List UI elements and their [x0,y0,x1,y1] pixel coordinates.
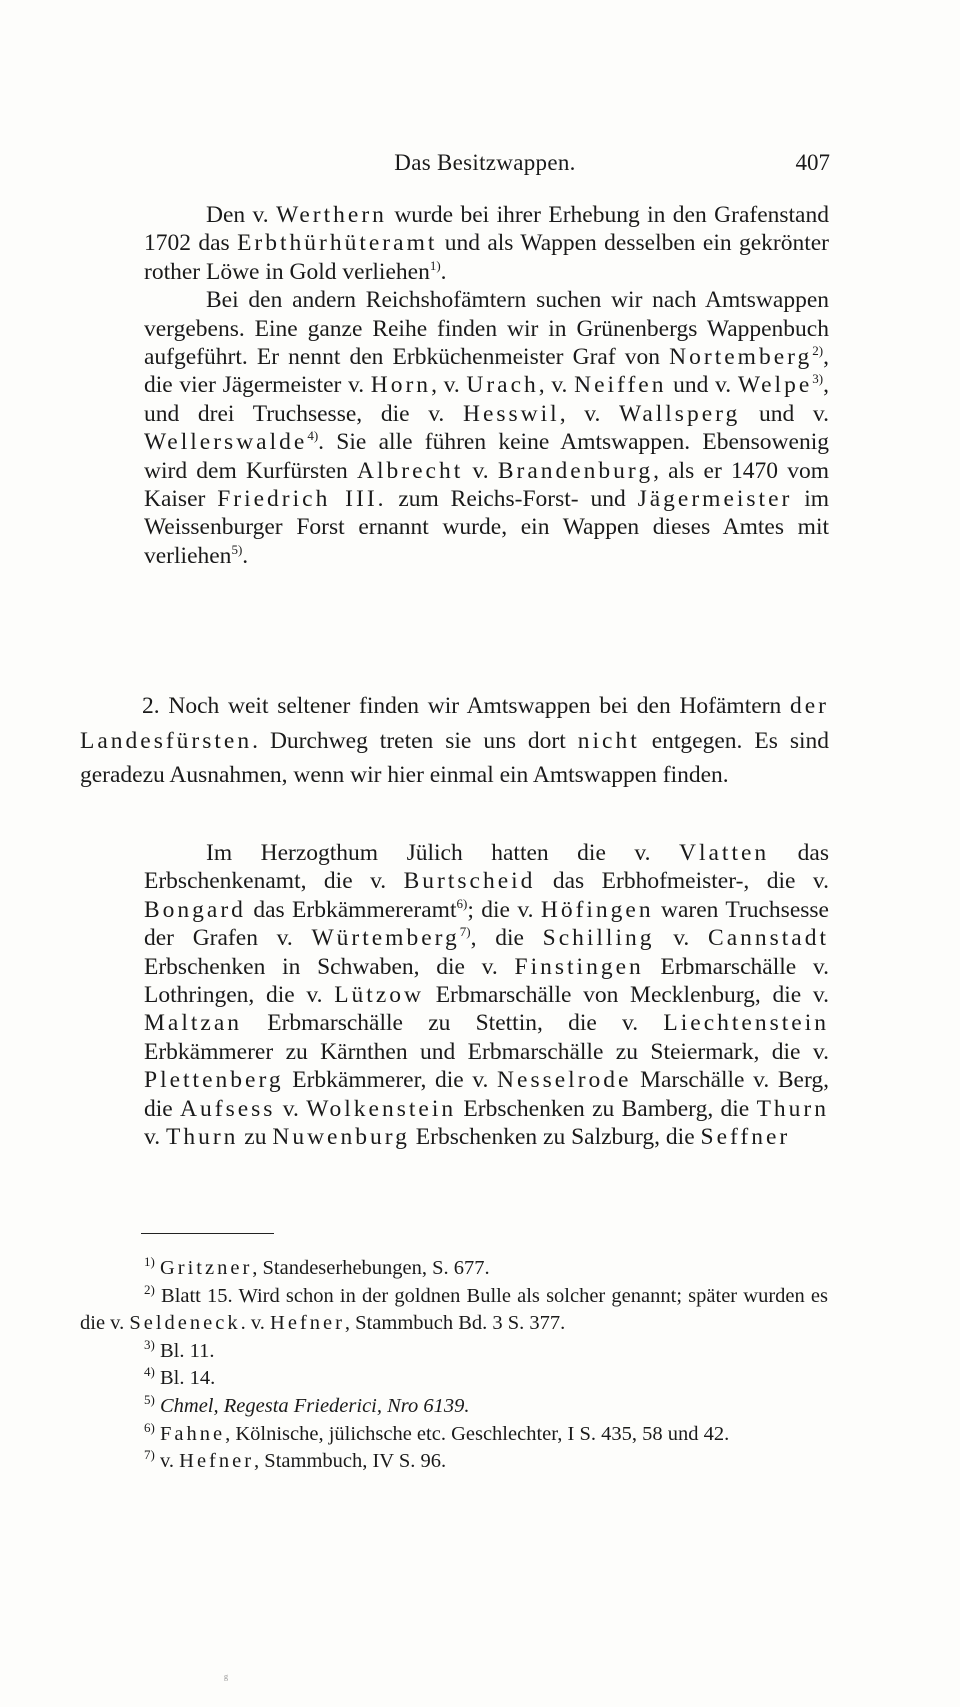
page-number: 407 [795,150,830,175]
footnote-3: $^{3)}$ Bl. 11. [144,1336,215,1362]
footnote-2: $^{2)}$ Blatt 15. Wird schon in der goldnen Bulle als solcher genannt; später wurden es die v. Seldeneck. v. Hefner, Stammbuch Bd. 3 S. 377. [80,1281,829,1335]
printer-mark: ᵍ [224,1672,229,1687]
footnote-ref[interactable]: 7) [459,924,471,940]
footnote-1: $^{1)}$ Gritzner, Standeserhebungen, S. 677. [144,1254,490,1279]
running-title: Das Besitzwappen. [394,150,576,175]
footnote-6: $^{6)}$ Fahne, Kölnische, jülichsche etc. Geschlechter, I S. 435, 58 und 42. [144,1419,730,1445]
footnotes [80,1255,828,1476]
paragraph-reichshofaemter: Bei den andern Reichshofämtern suchen wir nach Amtswappen vergebens. Eine ganze Reihe finden wir in Grünenbergs Wappenbuch aufgeführt. Er nennt den Erbküchenmeister Graf von Nortemberg$^{2)}$, die vier Jägermeister v. Horn, v. Urach, v. Neiffen und v. Welpe$^{3)}$, und drei Truchsesse, die v. Hesswil, v. Wallsperg und v. Wellerswalde$^{4)}$. Sie alle führen keine Amtswappen. Ebensowenig wird dem Kurfürsten Albrecht v. Brandenburg, als er 1470 vom Kaiser Friedrich III. zum Reichs-Forst- und Jägermeister im Weissenburger Forst ernannt wurde, ein Wappen dieses Amtes mit verliehen$^{5)}$. [144,287,830,569]
footnote-5: $^{5)}$ Chmel, Regesta Friederici, Nro 6139. [144,1392,470,1417]
footnote-ref[interactable]: 2) [812,343,824,359]
page-header [140,150,830,184]
footnote-7: $^{7)}$ v. Hefner, Stammbuch, IV S. 96. [144,1447,447,1473]
paragraph-werthern: Den v. Werthern wurde bei ihrer Erhebung in den Grafenstand 1702 das Erbthürhüteramt und als Wappen desselben ein gekrönter rother Löwe in Gold verliehen$^{1)}$. [144,202,830,285]
footnote-ref[interactable]: 4) [307,428,319,444]
text-block-2 [80,689,829,793]
footnote-ref[interactable]: 6) [456,895,468,911]
footnote-ref[interactable]: 3) [812,371,824,387]
text-block-3 [144,839,829,1151]
footnote-ref[interactable]: 1) [429,257,441,273]
footnote-divider [141,1233,274,1234]
footnote-4: $^{4)}$ Bl. 14. [144,1364,216,1390]
text-block-1 [144,201,829,570]
footnote-ref[interactable]: 5) [231,542,243,558]
paragraph-juelich: Im Herzogthum Jülich hatten die v. Vlatten das Erbschenkenamt, die v. Burtscheid das Erbhofmeister-, die v. Bongard das Erbkämmereramt$^{6)}$; die v. Höfingen waren Truchsesse der Grafen v. Würtemberg$^{7)}$, die Schilling v. Cannstadt Erbschenken in Schwaben, die v. Finstingen Erbmarschälle v. Lothringen, die v. Lützow Erbmarschälle von Mecklenburg, die v. Maltzan Erbmarschälle zu Stettin, die v. Liechtenstein Erbkämmerer zu Kärnthen und Erbmarschälle zu Steiermark, die v. Plettenberg Erbkämmerer, die v. Nesselrode Marschälle v. Berg, die Aufsess v. Wolkenstein Erbschenken zu Bamberg, die Thurn v. Thurn zu Nuwenburg Erbschenken zu Salzburg, die Seffner [144,840,830,1151]
paragraph-landesfuersten: 2. Noch weit seltener finden wir Amtswappen bei den Hofämtern der Landesfürsten. Durchweg treten sie uns dort nicht entgegen. Es sind geradezu Ausnahmen, wenn wir hier einmal ein Amtswappen finden. [80,693,829,788]
